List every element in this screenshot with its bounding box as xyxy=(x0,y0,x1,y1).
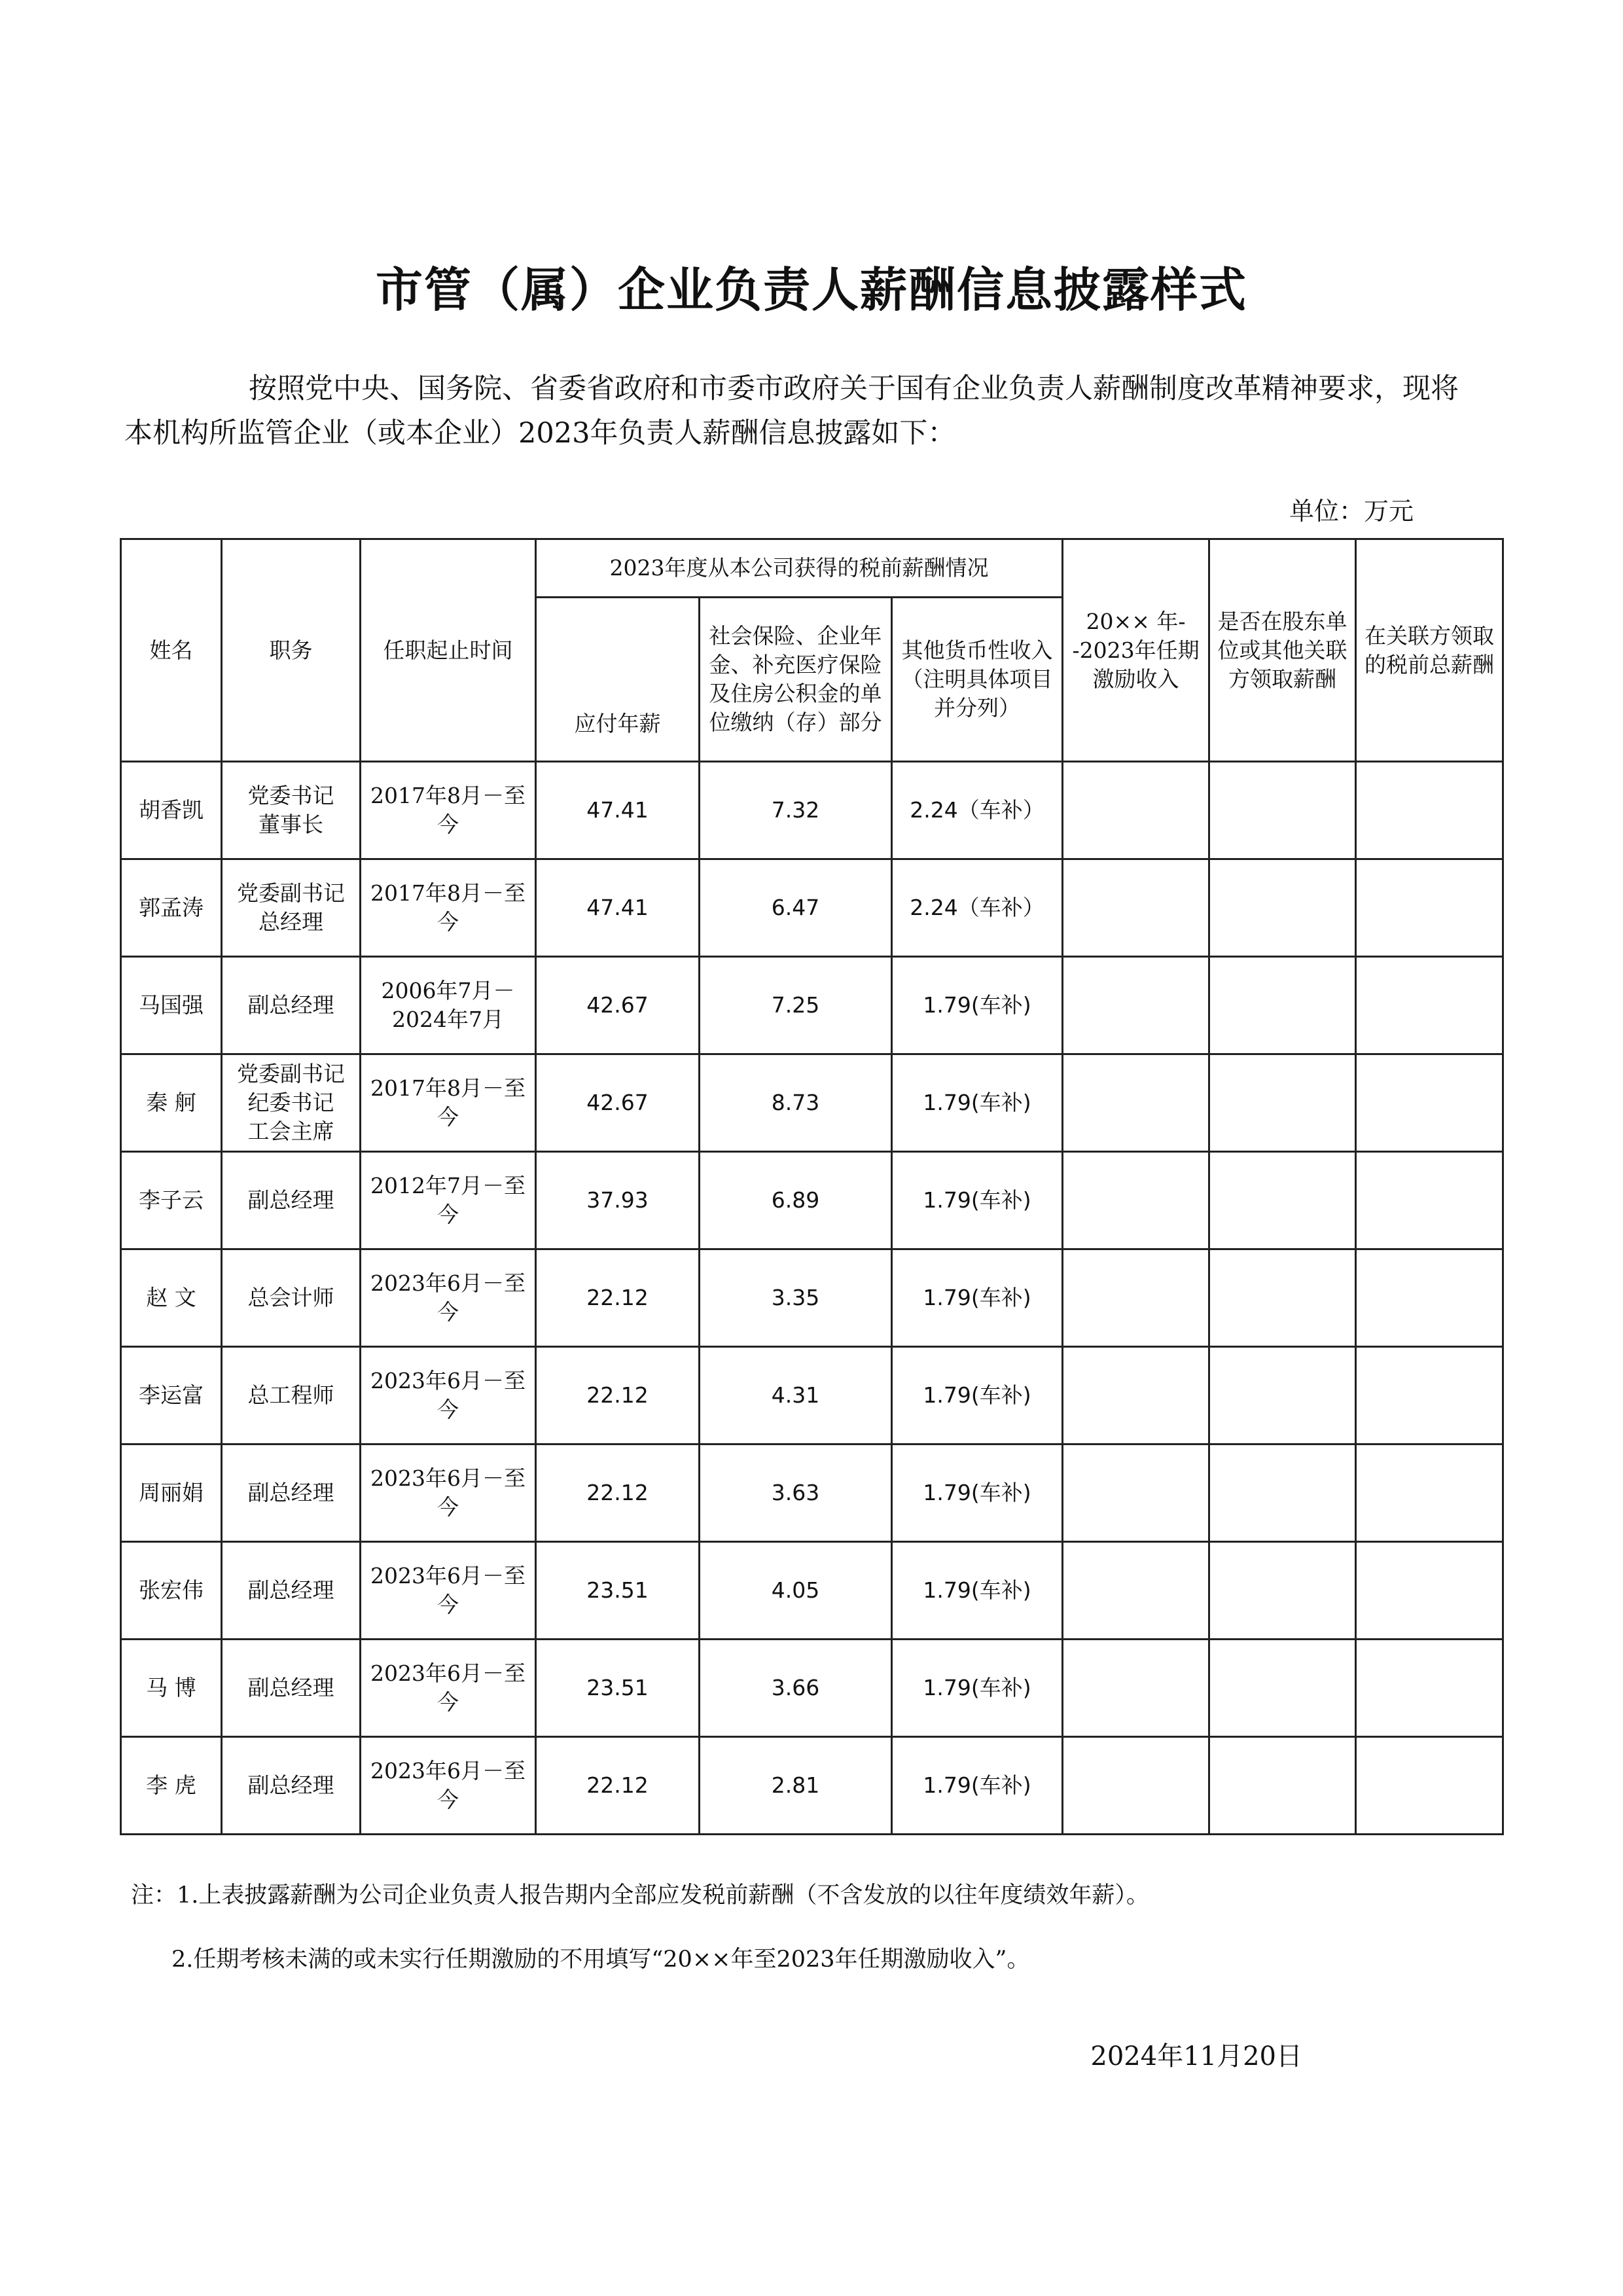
note-1: 注：1.上表披露薪酬为公司企业负责人报告期内全部应发税前薪酬（不含发放的以往年度绩效年薪）。 xyxy=(131,1882,1149,1909)
header-social-insurance: 社会保险、企业年金、补充医疗保险及住房公积金的单位缴纳（存）部分 xyxy=(700,598,892,762)
cell-other-income: 2.24（车补） xyxy=(892,762,1063,859)
cell-incentive xyxy=(1063,1640,1209,1737)
cell-related-pay xyxy=(1356,1444,1503,1542)
cell-social-insurance: 7.32 xyxy=(700,762,892,859)
header-shareholder-pay: 是否在股东单位或其他关联方领取薪酬 xyxy=(1209,539,1356,762)
header-annual-salary: 应付年薪 xyxy=(536,598,700,762)
cell-incentive xyxy=(1063,859,1209,957)
cell-social-insurance: 4.05 xyxy=(700,1542,892,1640)
cell-shareholder-pay xyxy=(1209,1444,1356,1542)
cell-other-income: 1.79(车补) xyxy=(892,1054,1063,1152)
cell-position: 党委书记 董事长 xyxy=(222,762,361,859)
cell-related-pay xyxy=(1356,1054,1503,1152)
cell-social-insurance: 7.25 xyxy=(700,957,892,1054)
table-row xyxy=(121,1347,1503,1444)
cell-incentive xyxy=(1063,1347,1209,1444)
header-related-pay: 在关联方领取的税前总薪酬 xyxy=(1356,539,1503,762)
cell-shareholder-pay xyxy=(1209,859,1356,957)
cell-other-income: 1.79(车补) xyxy=(892,1347,1063,1444)
cell-term: 2023年6月－至今 xyxy=(361,1542,536,1640)
cell-annual-salary: 23.51 xyxy=(536,1542,700,1640)
table-row xyxy=(121,1737,1503,1835)
cell-other-income: 1.79(车补) xyxy=(892,957,1063,1054)
cell-social-insurance: 4.31 xyxy=(700,1347,892,1444)
cell-shareholder-pay xyxy=(1209,1737,1356,1835)
cell-social-insurance: 3.66 xyxy=(700,1640,892,1737)
cell-term: 2023年6月－至今 xyxy=(361,1249,536,1347)
cell-social-insurance: 8.73 xyxy=(700,1054,892,1152)
cell-social-insurance: 6.89 xyxy=(700,1152,892,1249)
cell-other-income: 1.79(车补) xyxy=(892,1249,1063,1347)
cell-position: 总会计师 xyxy=(222,1249,361,1347)
issue-date: 2024年11月20日 xyxy=(1090,2041,1302,2072)
cell-social-insurance: 3.63 xyxy=(700,1444,892,1542)
cell-annual-salary: 37.93 xyxy=(536,1152,700,1249)
cell-social-insurance: 3.35 xyxy=(700,1249,892,1347)
cell-incentive xyxy=(1063,762,1209,859)
cell-related-pay xyxy=(1356,1640,1503,1737)
cell-incentive xyxy=(1063,1152,1209,1249)
cell-position: 党委副书记 总经理 xyxy=(222,859,361,957)
cell-shareholder-pay xyxy=(1209,1347,1356,1444)
cell-name: 马国强 xyxy=(121,957,222,1054)
cell-incentive xyxy=(1063,1444,1209,1542)
table-row xyxy=(121,1054,1503,1152)
cell-related-pay xyxy=(1356,1152,1503,1249)
cell-shareholder-pay xyxy=(1209,1640,1356,1737)
table-row xyxy=(121,1542,1503,1640)
cell-related-pay xyxy=(1356,1737,1503,1835)
cell-annual-salary: 22.12 xyxy=(536,1249,700,1347)
cell-position: 总工程师 xyxy=(222,1347,361,1444)
cell-position: 副总经理 xyxy=(222,957,361,1054)
cell-other-income: 1.79(车补) xyxy=(892,1542,1063,1640)
cell-shareholder-pay xyxy=(1209,957,1356,1054)
intro-paragraph: 按照党中央、国务院、省委省政府和市委市政府关于国有企业负责人薪酬制度改革精神要求，现将本机构所监管企业（或本企业）2023年负责人薪酬信息披露如下： xyxy=(124,372,1459,450)
cell-social-insurance: 6.47 xyxy=(700,859,892,957)
cell-annual-salary: 22.12 xyxy=(536,1444,700,1542)
cell-term: 2017年8月－至今 xyxy=(361,859,536,957)
cell-position: 副总经理 xyxy=(222,1152,361,1249)
cell-related-pay xyxy=(1356,762,1503,859)
cell-shareholder-pay xyxy=(1209,1249,1356,1347)
cell-term: 2023年6月－至今 xyxy=(361,1444,536,1542)
cell-social-insurance: 2.81 xyxy=(700,1737,892,1835)
header-group: 2023年度从本公司获得的税前薪酬情况 xyxy=(536,539,1063,598)
cell-name: 周丽娟 xyxy=(121,1444,222,1542)
table-row xyxy=(121,957,1503,1054)
cell-name: 马 博 xyxy=(121,1640,222,1737)
cell-annual-salary: 47.41 xyxy=(536,762,700,859)
table-row xyxy=(121,1152,1503,1249)
cell-position: 副总经理 xyxy=(222,1444,361,1542)
cell-position: 副总经理 xyxy=(222,1542,361,1640)
cell-name: 李运富 xyxy=(121,1347,222,1444)
cell-related-pay xyxy=(1356,1542,1503,1640)
cell-name: 赵 文 xyxy=(121,1249,222,1347)
cell-annual-salary: 22.12 xyxy=(536,1737,700,1835)
cell-annual-salary: 42.67 xyxy=(536,957,700,1054)
header-other-income: 其他货币性收入（注明具体项目并分列） xyxy=(892,598,1063,762)
cell-related-pay xyxy=(1356,1249,1503,1347)
cell-term: 2006年7月－ 2024年7月 xyxy=(361,957,536,1054)
cell-shareholder-pay xyxy=(1209,1542,1356,1640)
cell-position: 副总经理 xyxy=(222,1640,361,1737)
header-position: 职务 xyxy=(222,539,361,762)
cell-shareholder-pay xyxy=(1209,762,1356,859)
cell-annual-salary: 47.41 xyxy=(536,859,700,957)
cell-term: 2023年6月－至今 xyxy=(361,1737,536,1835)
header-term: 任职起止时间 xyxy=(361,539,536,762)
cell-name: 张宏伟 xyxy=(121,1542,222,1640)
cell-other-income: 1.79(车补) xyxy=(892,1444,1063,1542)
table-row xyxy=(121,859,1503,957)
cell-term: 2023年6月－至今 xyxy=(361,1640,536,1737)
cell-other-income: 1.79(车补) xyxy=(892,1737,1063,1835)
cell-other-income: 2.24（车补） xyxy=(892,859,1063,957)
cell-term: 2023年6月－至今 xyxy=(361,1347,536,1444)
document-title: 市管（属）企业负责人薪酬信息披露样式 xyxy=(375,262,1247,317)
note-2: 2.任期考核未满的或未实行任期激励的不用填写“20××年至2023年任期激励收入”。 xyxy=(171,1946,1030,1973)
cell-term: 2017年8月－至今 xyxy=(361,1054,536,1152)
cell-position: 副总经理 xyxy=(222,1737,361,1835)
cell-other-income: 1.79(车补) xyxy=(892,1640,1063,1737)
table-row xyxy=(121,1249,1503,1347)
cell-position: 党委副书记 纪委书记 工会主席 xyxy=(222,1054,361,1152)
cell-other-income: 1.79(车补) xyxy=(892,1152,1063,1249)
cell-shareholder-pay xyxy=(1209,1054,1356,1152)
table-row xyxy=(121,762,1503,859)
table-row xyxy=(121,1640,1503,1737)
cell-annual-salary: 22.12 xyxy=(536,1347,700,1444)
cell-annual-salary: 42.67 xyxy=(536,1054,700,1152)
cell-name: 秦 舸 xyxy=(121,1054,222,1152)
cell-incentive xyxy=(1063,1737,1209,1835)
header-name: 姓名 xyxy=(121,539,222,762)
cell-shareholder-pay xyxy=(1209,1152,1356,1249)
unit-label: 单位：万元 xyxy=(1289,497,1414,526)
cell-annual-salary: 23.51 xyxy=(536,1640,700,1737)
cell-name: 胡香凯 xyxy=(121,762,222,859)
cell-term: 2012年7月－至今 xyxy=(361,1152,536,1249)
table-row xyxy=(121,1444,1503,1542)
header-incentive: 20×× 年--2023年任期激励收入 xyxy=(1063,539,1209,762)
cell-term: 2017年8月－至今 xyxy=(361,762,536,859)
cell-related-pay xyxy=(1356,957,1503,1054)
cell-incentive xyxy=(1063,957,1209,1054)
cell-incentive xyxy=(1063,1054,1209,1152)
cell-incentive xyxy=(1063,1542,1209,1640)
cell-name: 郭孟涛 xyxy=(121,859,222,957)
cell-related-pay xyxy=(1356,859,1503,957)
cell-name: 李子云 xyxy=(121,1152,222,1249)
salary-table xyxy=(120,538,1504,1835)
cell-name: 李 虎 xyxy=(121,1737,222,1835)
cell-incentive xyxy=(1063,1249,1209,1347)
cell-related-pay xyxy=(1356,1347,1503,1444)
